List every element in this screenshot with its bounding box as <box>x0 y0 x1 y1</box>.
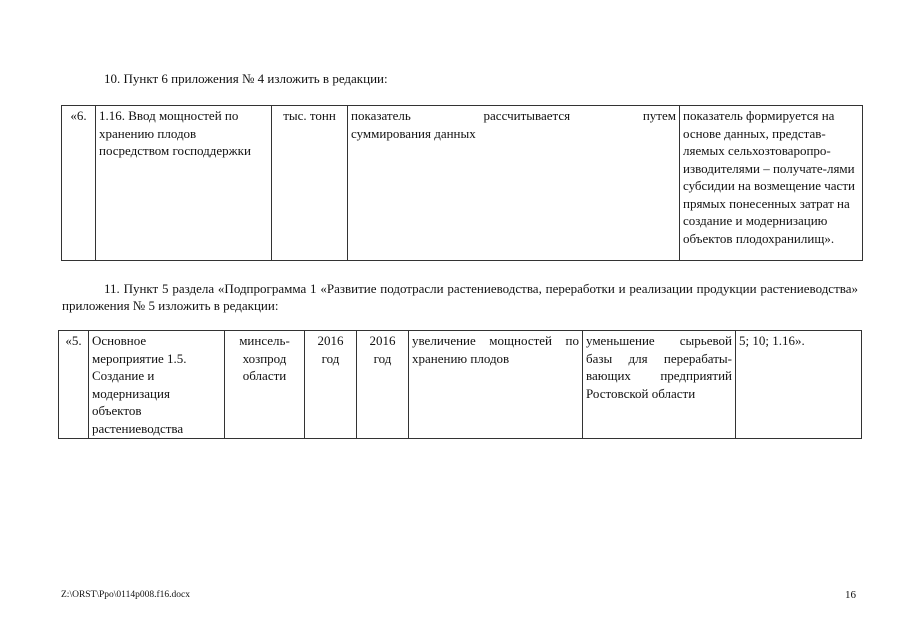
table-row <box>62 106 863 261</box>
indicator-table <box>61 105 863 261</box>
calculation-line-1: показатель рассчитывается путем <box>351 108 676 123</box>
measure-name: Основное мероприятие 1.5. Создание и модернизация объектов растениеводства <box>89 331 225 439</box>
table-row <box>59 331 862 439</box>
unit-cell: тыс. тонн <box>272 106 348 261</box>
start-year: 2016 год <box>305 331 357 439</box>
data-source: показатель формируется на основе данных, представ-ляемых сельхозтоваропро-изводителями – получате-лями субсидии на возмещение части прямых понесенных затрат на создание и модернизацию объектов плодохранилищ». <box>680 106 863 261</box>
item-11-text: 11. Пункт 5 раздела «Подпрограмма 1 «Развитие подотрасли растениеводства, переработки и реализации продукции растениеводства» приложения № 5 изложить в редакции: <box>62 281 858 313</box>
measures-table <box>58 330 862 439</box>
indicator-link: 5; 10; 1.16». <box>736 331 862 439</box>
item-10-text: 10. Пункт 6 приложения № 4 изложить в редакции: <box>104 71 388 86</box>
expected-result: увеличение мощностей по хранению плодов <box>409 331 583 439</box>
indicator-name: 1.16. Ввод мощностей по хранению плодов посредством господдержки <box>96 106 272 261</box>
calculation-line-2: суммирования данных <box>351 125 476 141</box>
row-number: «5. <box>59 331 89 439</box>
end-year: 2016 год <box>357 331 409 439</box>
row-number: «6. <box>62 106 96 261</box>
consequence-cell: уменьшение сырьевой базы для перерабаты-вающих предприятий Ростовской области <box>583 331 736 439</box>
executor-cell: минсель-хозпрод области <box>225 331 305 439</box>
calculation-method <box>348 106 680 261</box>
file-path: Z:\ORST\Ppo\0114p008.f16.docx <box>61 590 190 600</box>
page-number: 16 <box>845 589 856 601</box>
